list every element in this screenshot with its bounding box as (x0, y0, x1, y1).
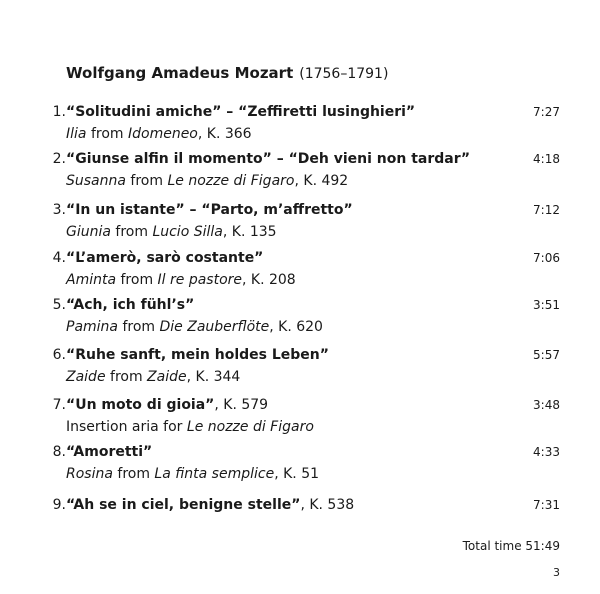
track-title (66, 297, 194, 313)
track-title (66, 347, 329, 363)
opera-title: Die Zauberflöte (159, 319, 270, 335)
track-duration: 5:57 (533, 348, 560, 362)
composer-name: Wolfgang Amadeus Mozart (66, 64, 294, 82)
catalog-suffix: , K. 579 (214, 397, 269, 413)
track-title (66, 202, 353, 218)
track-title-line (46, 397, 560, 419)
catalog-number: , K. 366 (197, 126, 252, 142)
track-title (66, 104, 415, 120)
track-title (66, 250, 263, 266)
track-duration: 7:12 (533, 203, 560, 217)
track-duration: 7:06 (533, 251, 560, 265)
track-title-line (46, 202, 560, 224)
track-title-line (46, 297, 560, 319)
track-duration: 7:31 (533, 498, 560, 512)
from-text: from (110, 224, 153, 240)
aria-title: “Ach, ich fühl’s” (66, 297, 195, 313)
track-title-line (46, 104, 560, 126)
track-item (46, 397, 560, 435)
track-duration: 7:27 (533, 105, 560, 119)
catalog-suffix: , K. 538 (300, 497, 355, 513)
track-number: 7. (52, 397, 66, 413)
composer-heading (66, 64, 388, 82)
track-duration: 4:33 (533, 445, 560, 459)
track-item (46, 497, 560, 519)
catalog-number: , K. 208 (242, 272, 296, 288)
role-name: Giunia (66, 224, 111, 240)
opera-title: Le nozze di Figaro (186, 419, 314, 435)
aria-title: “L’amerò, sarò costante” (66, 250, 264, 266)
opera-title: Il re pastore (157, 272, 243, 288)
track-source-line (46, 466, 560, 482)
track-item (46, 202, 560, 240)
opera-title: Lucio Silla (152, 224, 223, 240)
track-number: 2. (52, 151, 66, 167)
role-name: Rosina (66, 466, 113, 482)
aria-title: “Amoretti” (66, 444, 153, 460)
track-title (66, 444, 152, 460)
track-source-line (46, 419, 560, 435)
catalog-number: , K. 135 (222, 224, 277, 240)
track-duration: 3:51 (533, 298, 560, 312)
role-name: Aminta (66, 272, 117, 288)
track-duration: 4:18 (533, 152, 560, 166)
from-text: from (118, 319, 160, 335)
track-title-line (46, 250, 560, 272)
opera-title: La finta semplice (154, 466, 275, 482)
from-text: from (86, 126, 128, 142)
catalog-number: , K. 620 (269, 319, 323, 335)
catalog-number: , K. 344 (186, 369, 241, 385)
track-item (46, 444, 560, 482)
track-title-line (46, 444, 560, 466)
aria-title: “Giunse alfin il momento” – “Deh vieni non tardar” (66, 151, 471, 167)
track-duration: 3:48 (533, 398, 560, 412)
from-text: from (125, 173, 168, 189)
from-text: from (105, 369, 148, 385)
track-source-line (46, 319, 560, 335)
track-number: 8. (52, 444, 66, 460)
track-source-line (46, 173, 560, 189)
catalog-number: , K. 51 (274, 466, 320, 482)
track-title-line (46, 347, 560, 369)
aria-title: “Ruhe sanft, mein holdes Leben” (66, 347, 329, 363)
track-number: 5. (52, 297, 66, 313)
role-name: Ilia (66, 126, 87, 142)
opera-title: Le nozze di Figaro (167, 173, 295, 189)
track-number: 3. (52, 202, 66, 218)
page-number: 3 (553, 566, 560, 579)
track-number: 9. (52, 497, 66, 513)
track-title (66, 397, 268, 413)
track-item (46, 250, 560, 288)
role-name: Susanna (66, 173, 126, 189)
from-text: Insertion aria for (66, 419, 187, 435)
track-item (46, 347, 560, 385)
track-title-line (46, 151, 560, 173)
track-source-line (46, 369, 560, 385)
track-title (66, 497, 354, 513)
aria-title: “Solitudini amiche” – “Zeffiretti lusinghieri” (66, 104, 416, 120)
role-name: Pamina (66, 319, 119, 335)
from-text: from (116, 272, 158, 288)
track-title-line (46, 497, 560, 519)
opera-title: Idomeneo (127, 126, 198, 142)
track-title (66, 151, 470, 167)
track-item (46, 104, 560, 142)
track-item (46, 297, 560, 335)
track-source-line (46, 224, 560, 240)
aria-title: “In un istante” – “Parto, m’affretto” (66, 202, 353, 218)
track-item (46, 151, 560, 189)
track-source-line (46, 126, 560, 142)
from-text: from (112, 466, 155, 482)
composer-dates: (1756–1791) (299, 66, 389, 82)
aria-title: “Ah se in ciel, benigne stelle” (66, 497, 301, 513)
opera-title: Zaide (147, 369, 187, 385)
role-name: Zaide (66, 369, 106, 385)
track-number: 6. (52, 347, 66, 363)
track-source-line (46, 272, 560, 288)
catalog-number: , K. 492 (294, 173, 349, 189)
total-time: Total time 51:49 (462, 539, 560, 553)
aria-title: “Un moto di gioia” (66, 397, 215, 413)
track-number: 1. (52, 104, 66, 120)
track-number: 4. (52, 250, 66, 266)
